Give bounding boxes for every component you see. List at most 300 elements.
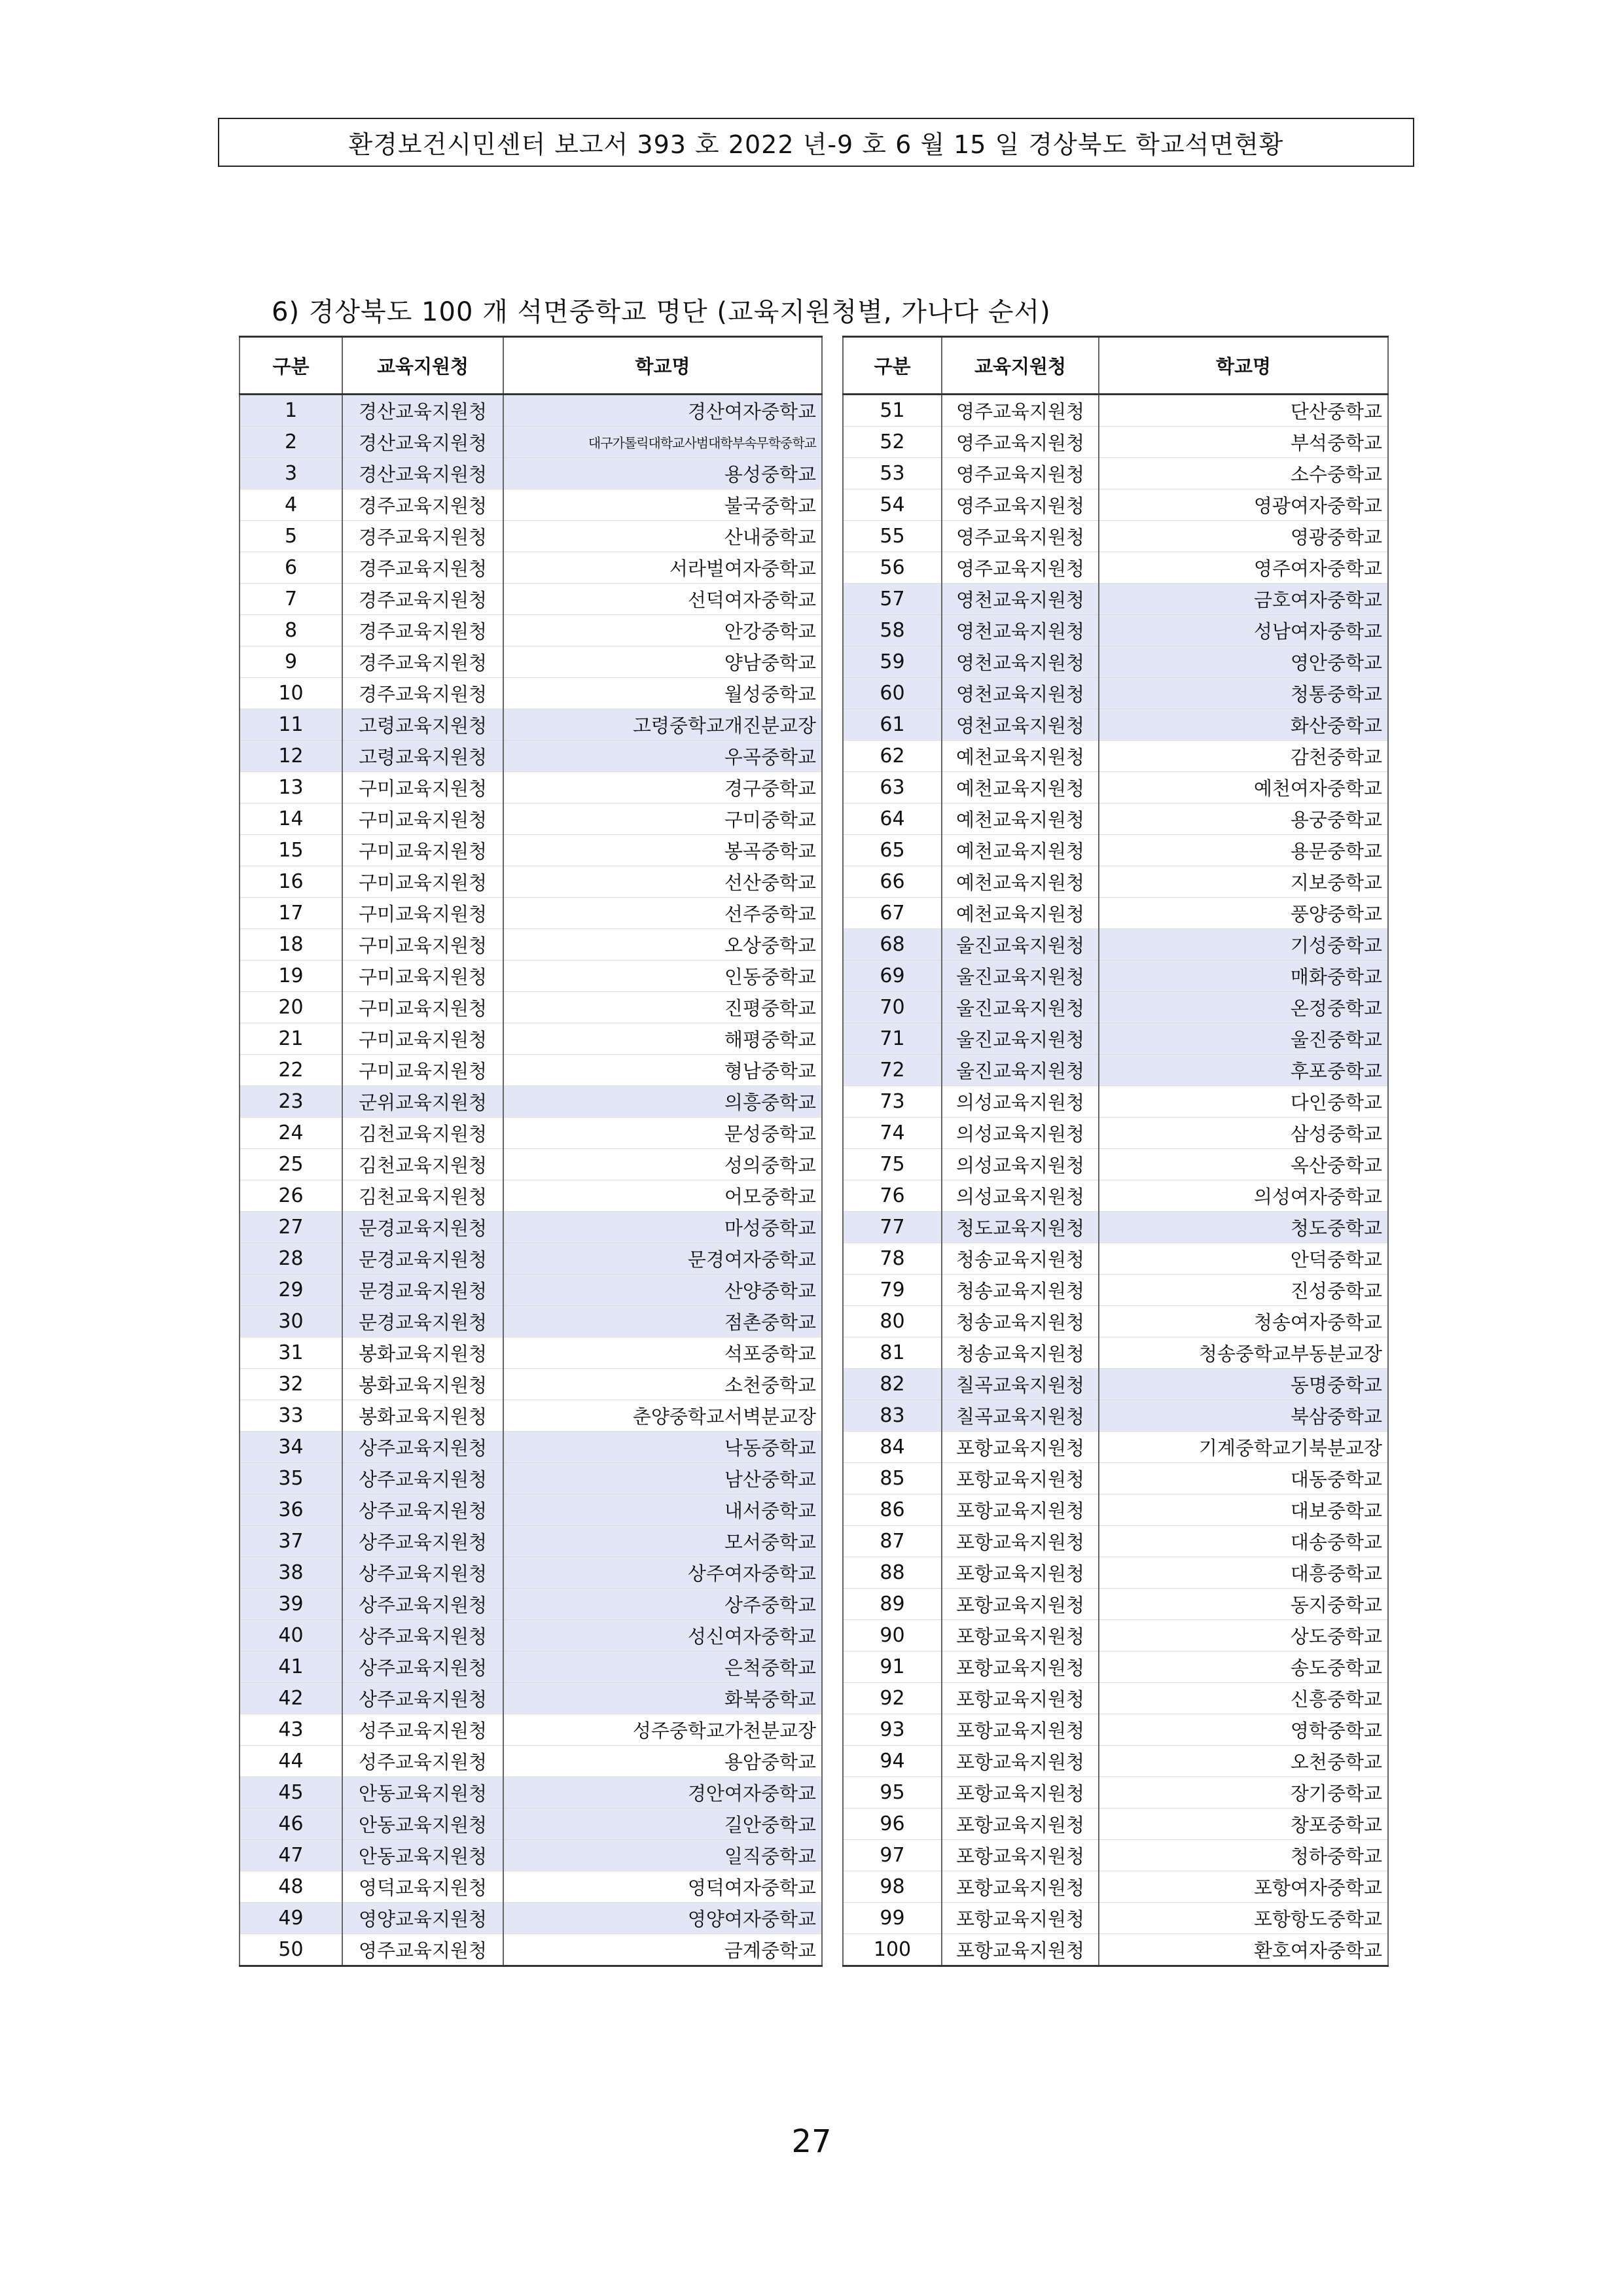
row-number: 53: [843, 458, 942, 489]
table-row: [240, 1557, 822, 1589]
school-name: 오천중학교: [1099, 1746, 1388, 1777]
row-number: 55: [843, 521, 942, 552]
row-number: 72: [843, 1055, 942, 1086]
row-number: 51: [843, 395, 942, 427]
row-number: 1: [240, 395, 342, 427]
row-number: 19: [240, 961, 342, 992]
table-row: [843, 1306, 1388, 1337]
school-name: 은척중학교: [503, 1651, 822, 1683]
school-name: 풍양중학교: [1099, 898, 1388, 929]
table-row: [843, 1557, 1388, 1589]
school-name: 대보중학교: [1099, 1494, 1388, 1526]
education-office: 영천교육지원청: [942, 584, 1099, 615]
school-name: 서라벌여자중학교: [503, 552, 822, 584]
school-name: 상주여자중학교: [503, 1557, 822, 1589]
row-number: 34: [240, 1432, 342, 1463]
school-name: 청하중학교: [1099, 1840, 1388, 1871]
table-row: [240, 584, 822, 615]
education-office: 문경교육지원청: [342, 1306, 503, 1337]
education-office: 구미교육지원청: [342, 929, 503, 961]
table-row: [843, 1432, 1388, 1463]
education-office: 의성교육지원청: [942, 1086, 1099, 1118]
table-row: [240, 1337, 822, 1369]
school-name: 문성중학교: [503, 1118, 822, 1149]
row-number: 54: [843, 489, 942, 521]
table-row: [843, 1369, 1388, 1400]
table-row: [843, 1809, 1388, 1840]
education-office: 상주교육지원청: [342, 1620, 503, 1651]
table-row: [240, 1903, 822, 1934]
education-office: 예천교육지원청: [942, 804, 1099, 835]
education-office: 상주교육지원청: [342, 1463, 503, 1494]
table-row: [843, 584, 1388, 615]
row-number: 35: [240, 1463, 342, 1494]
school-name: 문경여자중학교: [503, 1243, 822, 1275]
table-row: [843, 772, 1388, 804]
school-name: 모서중학교: [503, 1526, 822, 1557]
school-name: 옥산중학교: [1099, 1149, 1388, 1180]
row-number: 70: [843, 992, 942, 1023]
education-office: 영주교육지원청: [942, 489, 1099, 521]
education-office: 경주교육지원청: [342, 584, 503, 615]
table-header-row: [843, 337, 1388, 395]
column-header-number: 구분: [240, 337, 342, 395]
row-number: 47: [240, 1840, 342, 1871]
education-office: 칠곡교육지원청: [942, 1369, 1099, 1400]
school-name: 지보중학교: [1099, 866, 1388, 898]
row-number: 6: [240, 552, 342, 584]
table-row: [843, 1494, 1388, 1526]
table-row: [240, 709, 822, 741]
row-number: 62: [843, 741, 942, 772]
education-office: 고령교육지원청: [342, 741, 503, 772]
row-number: 78: [843, 1243, 942, 1275]
row-number: 13: [240, 772, 342, 804]
table-row: [843, 1651, 1388, 1683]
education-office: 성주교육지원청: [342, 1714, 503, 1746]
education-office: 포항교육지원청: [942, 1809, 1099, 1840]
row-number: 87: [843, 1526, 942, 1557]
column-header-school: 학교명: [1099, 337, 1388, 395]
education-office: 경주교육지원청: [342, 521, 503, 552]
row-number: 82: [843, 1369, 942, 1400]
table-row: [843, 835, 1388, 866]
school-name: 송도중학교: [1099, 1651, 1388, 1683]
school-name: 경구중학교: [503, 772, 822, 804]
table-row: [240, 898, 822, 929]
row-number: 23: [240, 1086, 342, 1118]
row-number: 52: [843, 427, 942, 458]
education-office: 포항교육지원청: [942, 1620, 1099, 1651]
table-row: [843, 1180, 1388, 1212]
row-number: 26: [240, 1180, 342, 1212]
row-number: 65: [843, 835, 942, 866]
school-name: 대송중학교: [1099, 1526, 1388, 1557]
school-name: 영광여자중학교: [1099, 489, 1388, 521]
table-row: [240, 1243, 822, 1275]
school-name: 불국중학교: [503, 489, 822, 521]
education-office: 군위교육지원청: [342, 1086, 503, 1118]
school-name: 기성중학교: [1099, 929, 1388, 961]
education-office: 의성교육지원청: [942, 1149, 1099, 1180]
school-name: 영양여자중학교: [503, 1903, 822, 1934]
school-name: 창포중학교: [1099, 1809, 1388, 1840]
education-office: 김천교육지원청: [342, 1118, 503, 1149]
school-name: 매화중학교: [1099, 961, 1388, 992]
table-row: [843, 427, 1388, 458]
education-office: 포항교육지원청: [942, 1871, 1099, 1903]
education-office: 의성교육지원청: [942, 1180, 1099, 1212]
school-name: 금계중학교: [503, 1934, 822, 1966]
row-number: 56: [843, 552, 942, 584]
education-office: 의성교육지원청: [942, 1118, 1099, 1149]
row-number: 41: [240, 1651, 342, 1683]
row-number: 98: [843, 1871, 942, 1903]
row-number: 59: [843, 646, 942, 678]
education-office: 포항교육지원청: [942, 1777, 1099, 1809]
table-row: [843, 1118, 1388, 1149]
table-row: [843, 646, 1388, 678]
education-office: 고령교육지원청: [342, 709, 503, 741]
table-row: [240, 1934, 822, 1966]
education-office: 포항교육지원청: [942, 1714, 1099, 1746]
education-office: 예천교육지원청: [942, 772, 1099, 804]
table-row: [843, 1023, 1388, 1055]
education-office: 울진교육지원청: [942, 1023, 1099, 1055]
school-name: 대흥중학교: [1099, 1557, 1388, 1589]
table-row: [843, 866, 1388, 898]
row-number: 20: [240, 992, 342, 1023]
school-name: 안덕중학교: [1099, 1243, 1388, 1275]
school-name: 삼성중학교: [1099, 1118, 1388, 1149]
table-row: [240, 1369, 822, 1400]
row-number: 10: [240, 678, 342, 709]
table-row: [240, 1620, 822, 1651]
school-name: 산내중학교: [503, 521, 822, 552]
education-office: 영주교육지원청: [942, 395, 1099, 427]
table-row: [843, 1934, 1388, 1966]
table-row: [843, 961, 1388, 992]
school-name: 양남중학교: [503, 646, 822, 678]
education-office: 예천교육지원청: [942, 898, 1099, 929]
education-office: 영주교육지원청: [942, 521, 1099, 552]
row-number: 73: [843, 1086, 942, 1118]
table-row: [240, 458, 822, 489]
row-number: 75: [843, 1149, 942, 1180]
row-number: 57: [843, 584, 942, 615]
row-number: 60: [843, 678, 942, 709]
row-number: 16: [240, 866, 342, 898]
row-number: 88: [843, 1557, 942, 1589]
education-office: 구미교육지원청: [342, 992, 503, 1023]
education-office: 영주교육지원청: [342, 1934, 503, 1966]
education-office: 경주교육지원청: [342, 615, 503, 646]
school-name: 단산중학교: [1099, 395, 1388, 427]
section-title: 6) 경상북도 100 개 석면중학교 명단 (교육지원청별, 가나다 순서): [272, 297, 1051, 327]
table-row: [240, 1683, 822, 1714]
row-number: 71: [843, 1023, 942, 1055]
row-number: 93: [843, 1714, 942, 1746]
table-row: [240, 1714, 822, 1746]
school-name: 선산중학교: [503, 866, 822, 898]
school-table-left: [239, 336, 823, 1967]
table-row: [843, 678, 1388, 709]
education-office: 예천교육지원청: [942, 835, 1099, 866]
school-name: 의흥중학교: [503, 1086, 822, 1118]
education-office: 영천교육지원청: [942, 615, 1099, 646]
table-row: [843, 458, 1388, 489]
education-office: 청송교육지원청: [942, 1306, 1099, 1337]
table-row: [843, 741, 1388, 772]
education-office: 영주교육지원청: [942, 552, 1099, 584]
school-name: 영주여자중학교: [1099, 552, 1388, 584]
row-number: 97: [843, 1840, 942, 1871]
row-number: 3: [240, 458, 342, 489]
table-row: [843, 709, 1388, 741]
row-number: 64: [843, 804, 942, 835]
school-name: 금호여자중학교: [1099, 584, 1388, 615]
education-office: 울진교육지원청: [942, 929, 1099, 961]
table-row: [240, 1494, 822, 1526]
row-number: 77: [843, 1212, 942, 1243]
education-office: 경주교육지원청: [342, 646, 503, 678]
education-office: 포항교육지원청: [942, 1526, 1099, 1557]
school-name: 어모중학교: [503, 1180, 822, 1212]
school-name: 인동중학교: [503, 961, 822, 992]
education-office: 영덕교육지원청: [342, 1871, 503, 1903]
report-header-text: 환경보건시민센터 보고서 393 호 2022 년-9 호 6 월 15 일 경상북도 학교석면현황: [348, 130, 1284, 159]
school-name: 대동중학교: [1099, 1463, 1388, 1494]
education-office: 구미교육지원청: [342, 898, 503, 929]
school-name: 동지중학교: [1099, 1589, 1388, 1620]
row-number: 74: [843, 1118, 942, 1149]
school-name: 청송중학교부동분교장: [1099, 1337, 1388, 1369]
table-row: [240, 1526, 822, 1557]
education-office: 상주교육지원청: [342, 1494, 503, 1526]
table-row: [240, 521, 822, 552]
table-row: [843, 489, 1388, 521]
school-name: 영광중학교: [1099, 521, 1388, 552]
table-row: [843, 1589, 1388, 1620]
table-row: [843, 395, 1388, 427]
education-office: 구미교육지원청: [342, 772, 503, 804]
row-number: 9: [240, 646, 342, 678]
row-number: 4: [240, 489, 342, 521]
school-name: 형남중학교: [503, 1055, 822, 1086]
school-name: 소천중학교: [503, 1369, 822, 1400]
school-name: 신흥중학교: [1099, 1683, 1388, 1714]
education-office: 안동교육지원청: [342, 1809, 503, 1840]
education-office: 울진교육지원청: [942, 1055, 1099, 1086]
school-name: 의성여자중학교: [1099, 1180, 1388, 1212]
education-office: 경산교육지원청: [342, 427, 503, 458]
row-number: 92: [843, 1683, 942, 1714]
row-number: 14: [240, 804, 342, 835]
education-office: 청송교육지원청: [942, 1243, 1099, 1275]
education-office: 경산교육지원청: [342, 395, 503, 427]
row-number: 100: [843, 1934, 942, 1966]
school-name: 남산중학교: [503, 1463, 822, 1494]
education-office: 상주교육지원청: [342, 1589, 503, 1620]
row-number: 79: [843, 1275, 942, 1306]
education-office: 영천교육지원청: [942, 678, 1099, 709]
table-row: [843, 1526, 1388, 1557]
table-row: [843, 929, 1388, 961]
row-number: 95: [843, 1777, 942, 1809]
table-row: [240, 1463, 822, 1494]
education-office: 경산교육지원청: [342, 458, 503, 489]
school-name: 온정중학교: [1099, 992, 1388, 1023]
school-name: 구미중학교: [503, 804, 822, 835]
education-office: 김천교육지원청: [342, 1149, 503, 1180]
row-number: 38: [240, 1557, 342, 1589]
school-name: 포항항도중학교: [1099, 1903, 1388, 1934]
education-office: 포항교육지원청: [942, 1651, 1099, 1683]
row-number: 27: [240, 1212, 342, 1243]
table-row: [843, 1055, 1388, 1086]
school-name: 고령중학교개진분교장: [503, 709, 822, 741]
education-office: 봉화교육지원청: [342, 1337, 503, 1369]
page-number: 27: [791, 2123, 832, 2160]
education-office: 문경교육지원청: [342, 1243, 503, 1275]
education-office: 영주교육지원청: [942, 427, 1099, 458]
table-row: [240, 1306, 822, 1337]
row-number: 40: [240, 1620, 342, 1651]
school-name: 청통중학교: [1099, 678, 1388, 709]
row-number: 8: [240, 615, 342, 646]
row-number: 42: [240, 1683, 342, 1714]
school-name: 진성중학교: [1099, 1275, 1388, 1306]
table-row: [240, 1086, 822, 1118]
school-name: 길안중학교: [503, 1809, 822, 1840]
table-row: [240, 1589, 822, 1620]
education-office: 청도교육지원청: [942, 1212, 1099, 1243]
row-number: 39: [240, 1589, 342, 1620]
table-row: [240, 866, 822, 898]
table-row: [843, 1777, 1388, 1809]
education-office: 봉화교육지원청: [342, 1369, 503, 1400]
row-number: 48: [240, 1871, 342, 1903]
education-office: 안동교육지원청: [342, 1777, 503, 1809]
table-row: [843, 1746, 1388, 1777]
school-name: 화산중학교: [1099, 709, 1388, 741]
school-name: 용성중학교: [503, 458, 822, 489]
school-name: 산양중학교: [503, 1275, 822, 1306]
table-row: [843, 1714, 1388, 1746]
school-name: 포항여자중학교: [1099, 1871, 1388, 1903]
table-row: [240, 1840, 822, 1871]
education-office: 포항교육지원청: [942, 1432, 1099, 1463]
school-name: 성신여자중학교: [503, 1620, 822, 1651]
school-name: 영덕여자중학교: [503, 1871, 822, 1903]
table-row: [843, 1149, 1388, 1180]
table-row: [843, 1871, 1388, 1903]
school-name: 안강중학교: [503, 615, 822, 646]
table-row: [240, 772, 822, 804]
school-name: 마성중학교: [503, 1212, 822, 1243]
row-number: 99: [843, 1903, 942, 1934]
education-office: 예천교육지원청: [942, 866, 1099, 898]
column-header-office: 교육지원청: [342, 337, 503, 395]
row-number: 33: [240, 1400, 342, 1432]
table-row: [240, 1400, 822, 1432]
education-office: 예천교육지원청: [942, 741, 1099, 772]
school-name: 경안여자중학교: [503, 1777, 822, 1809]
table-row: [240, 489, 822, 521]
education-office: 포항교육지원청: [942, 1494, 1099, 1526]
row-number: 36: [240, 1494, 342, 1526]
education-office: 문경교육지원청: [342, 1212, 503, 1243]
education-office: 포항교육지원청: [942, 1934, 1099, 1966]
education-office: 울진교육지원청: [942, 992, 1099, 1023]
education-office: 울진교육지원청: [942, 961, 1099, 992]
education-office: 포항교육지원청: [942, 1903, 1099, 1934]
table-row: [240, 1275, 822, 1306]
table-row: [843, 1400, 1388, 1432]
table-body-right: [843, 395, 1388, 1966]
table-row: [240, 1212, 822, 1243]
row-number: 66: [843, 866, 942, 898]
education-office: 구미교육지원청: [342, 835, 503, 866]
education-office: 상주교육지원청: [342, 1526, 503, 1557]
column-header-number: 구분: [843, 337, 942, 395]
table-row: [240, 835, 822, 866]
row-number: 31: [240, 1337, 342, 1369]
row-number: 43: [240, 1714, 342, 1746]
table-row: [240, 395, 822, 427]
school-name: 점촌중학교: [503, 1306, 822, 1337]
row-number: 45: [240, 1777, 342, 1809]
education-office: 포항교육지원청: [942, 1463, 1099, 1494]
row-number: 86: [843, 1494, 942, 1526]
row-number: 80: [843, 1306, 942, 1337]
education-office: 봉화교육지원청: [342, 1400, 503, 1432]
column-header-office: 교육지원청: [942, 337, 1099, 395]
row-number: 25: [240, 1149, 342, 1180]
table-row: [240, 646, 822, 678]
table-row: [843, 898, 1388, 929]
education-office: 구미교육지원청: [342, 804, 503, 835]
education-office: 김천교육지원청: [342, 1180, 503, 1212]
table-row: [240, 804, 822, 835]
table-row: [240, 741, 822, 772]
education-office: 청송교육지원청: [942, 1275, 1099, 1306]
school-name: 성주중학교가천분교장: [503, 1714, 822, 1746]
table-row: [843, 1683, 1388, 1714]
school-name: 우곡중학교: [503, 741, 822, 772]
table-row: [240, 1651, 822, 1683]
table-row: [240, 678, 822, 709]
education-office: 영천교육지원청: [942, 709, 1099, 741]
school-name: 경산여자중학교: [503, 395, 822, 427]
table-row: [240, 1149, 822, 1180]
school-name: 울진중학교: [1099, 1023, 1388, 1055]
school-name: 청송여자중학교: [1099, 1306, 1388, 1337]
education-office: 문경교육지원청: [342, 1275, 503, 1306]
school-table-right: [842, 336, 1389, 1967]
row-number: 68: [843, 929, 942, 961]
education-office: 포항교육지원청: [942, 1840, 1099, 1871]
row-number: 81: [843, 1337, 942, 1369]
table-row: [240, 552, 822, 584]
table-row: [843, 1337, 1388, 1369]
row-number: 5: [240, 521, 342, 552]
row-number: 7: [240, 584, 342, 615]
row-number: 76: [843, 1180, 942, 1212]
table-row: [843, 1086, 1388, 1118]
row-number: 17: [240, 898, 342, 929]
education-office: 칠곡교육지원청: [942, 1400, 1099, 1432]
